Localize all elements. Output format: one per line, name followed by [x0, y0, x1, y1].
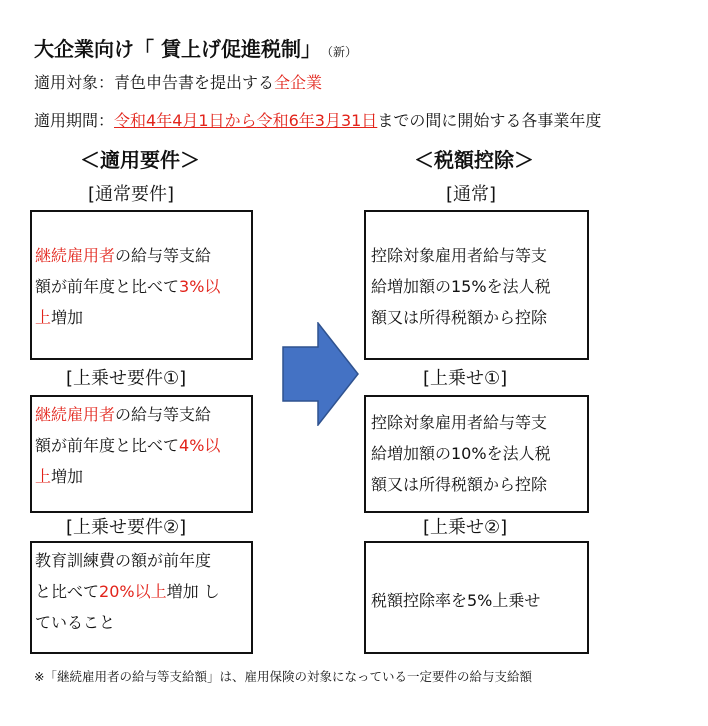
extra1-red1: 継続雇用者: [35, 405, 116, 424]
period-line: [34, 108, 601, 131]
normal-p2: 増加: [51, 308, 84, 327]
left-extra1-label: [上乗せ要件①]: [66, 368, 187, 389]
right-extra1-box: [364, 395, 589, 513]
right-normal-label: [通常]: [446, 184, 497, 205]
title-main: 大企業向け「 賃上げ促進税制」: [34, 37, 321, 61]
normal-p1: の給与等支給 額が前年度と比べて: [35, 246, 212, 296]
right-arrow-icon: [282, 322, 360, 426]
period-label: 適用期間：: [34, 111, 115, 130]
right-extra1-label: [上乗せ①]: [423, 368, 508, 389]
extra1-p2: 増加: [51, 467, 84, 486]
right-heading: ＜税額控除＞: [414, 148, 534, 172]
footnote: ※「継続雇用者の給与等支給額」は、雇用保険の対象になっている一定要件の給与支給額: [34, 669, 532, 684]
extra2-p1: 教育訓練費の額が前年度 と比べて: [35, 551, 212, 601]
extra2-red1: 20%以上: [99, 582, 167, 601]
left-extra1-box: [30, 395, 253, 513]
right-extra2-text: 税額控除率を5%上乗せ: [371, 591, 541, 610]
left-normal-label: [通常要件]: [88, 184, 175, 205]
left-heading: ＜適用要件＞: [80, 148, 200, 172]
extra1-p1: の給与等支給 額が前年度と比べて: [35, 405, 212, 455]
right-extra1-text: 控除対象雇用者給与等支 給増加額の10%を法人税 額又は所得税額から控除: [371, 413, 551, 494]
right-extra2-box: [364, 541, 589, 654]
target-label: 適用対象：青色申告書を提出する: [34, 73, 275, 92]
target-line: [34, 70, 322, 93]
period-mid: から: [224, 111, 257, 130]
period-start: 令和4年4月1日: [114, 111, 225, 130]
normal-red1: 継続雇用者: [35, 246, 116, 265]
left-normal-box: [30, 210, 253, 360]
right-normal-box: [364, 210, 589, 360]
period-end: 令和6年3月31日: [256, 111, 378, 130]
right-extra2-label: [上乗せ②]: [423, 517, 508, 538]
page-title: [34, 33, 357, 62]
period-tail: までの間に開始する各事業年度: [377, 111, 602, 130]
normal-red2: 3%以 上: [35, 277, 221, 327]
extra1-red2: 4%以 上: [35, 436, 221, 486]
extra2-p2: 増加 し ていること: [35, 582, 220, 632]
target-highlight: 全企業: [274, 73, 323, 92]
left-extra2-box: [30, 541, 253, 654]
left-extra2-label: [上乗せ要件②]: [66, 517, 187, 538]
right-normal-text: 控除対象雇用者給与等支 給増加額の15%を法人税 額又は所得税額から控除: [371, 246, 551, 327]
title-new-tag: （新）: [326, 45, 357, 59]
